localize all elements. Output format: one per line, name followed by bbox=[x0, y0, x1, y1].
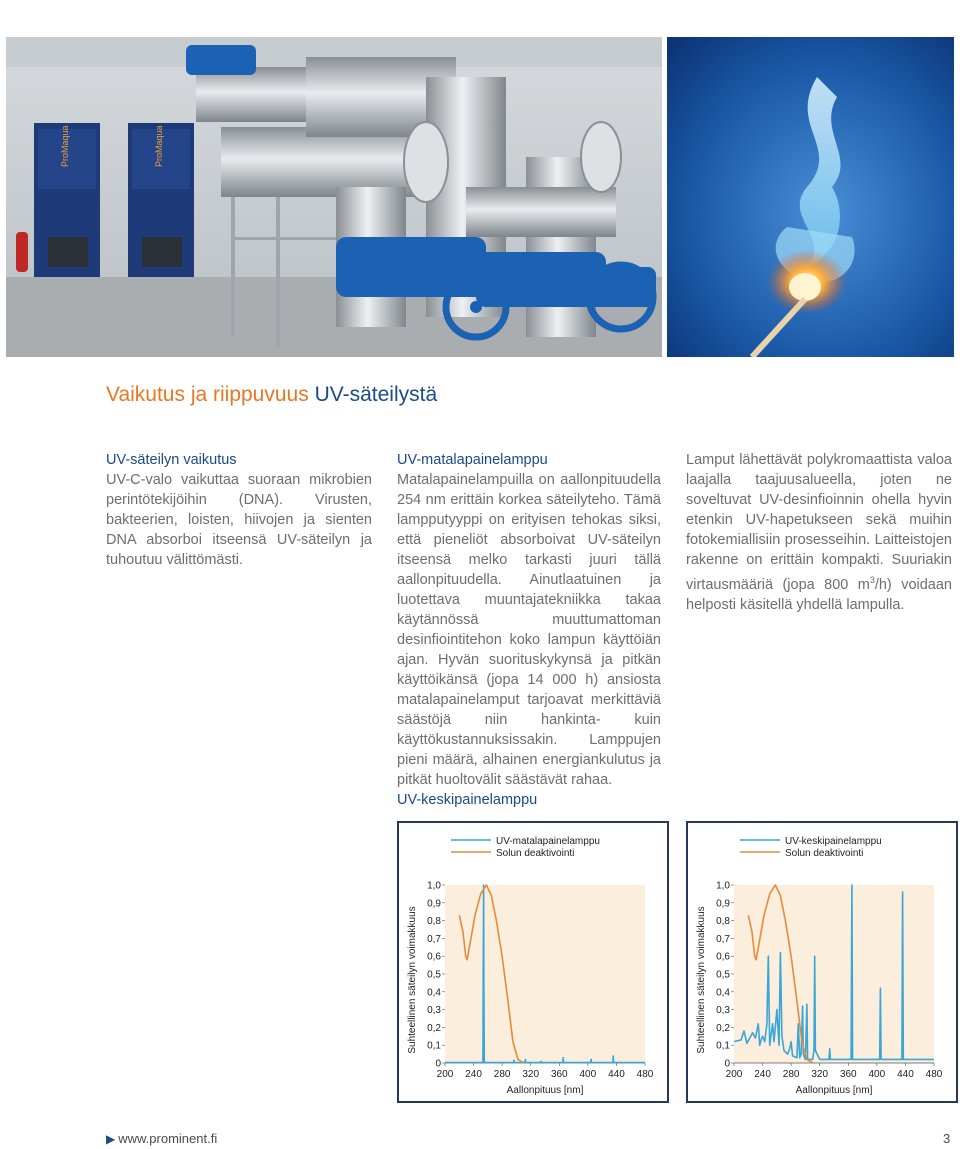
chart2-x-axis-label: Aallonpituus [nm] bbox=[795, 1085, 873, 1096]
chart2-x-tick-label: 200 bbox=[725, 1069, 743, 1080]
chart1-plot-area bbox=[445, 885, 645, 1063]
chart2-x-tick-label: 240 bbox=[754, 1069, 771, 1080]
arrow-right-icon: ▶ bbox=[106, 1132, 116, 1146]
column1-heading: UV-säteilyn vaikutus bbox=[106, 452, 237, 468]
section-title-part2: UV-säteilystä bbox=[314, 383, 438, 406]
chart2-x-tick-label: 440 bbox=[897, 1069, 914, 1080]
chart1-y-tick-label: 0,8 bbox=[427, 916, 441, 928]
chart-medium-pressure-lamp bbox=[686, 821, 958, 1103]
chart2-x-tick-label: 320 bbox=[811, 1069, 829, 1080]
chart2-y-tick-label: 0,6 bbox=[716, 951, 730, 963]
page-number: 3 bbox=[943, 1131, 951, 1146]
chart1-legend-label-1: UV-matalapainelamppu bbox=[496, 836, 600, 847]
chart2-y-tick-label: 0,1 bbox=[716, 1040, 730, 1052]
chart1-y-tick-label: 0,1 bbox=[427, 1040, 441, 1052]
chart1-y-tick-label: 0,6 bbox=[427, 951, 441, 963]
chart1-x-tick-label: 200 bbox=[436, 1069, 454, 1080]
svg-text:ProMaqua: ProMaqua bbox=[154, 125, 164, 167]
column3-text-part2: /h) voidaan helposti käsitellä yhdellä lampulla. bbox=[686, 576, 952, 613]
column1-body: UV-C-valo vaikuttaa suoraan mikrobien perintötekijöihin (DNA). Virusten, bakteerien, loisten, hiivojen ja sienten DNA absorboi itseensä UV-säteilyn ja tuhoutuu välittömästi. bbox=[106, 472, 372, 568]
chart-low-pressure-lamp bbox=[397, 821, 669, 1103]
chart1-y-tick-label: 0,5 bbox=[427, 969, 441, 981]
footer-url[interactable]: www.prominent.fi bbox=[118, 1131, 218, 1146]
chart1-y-tick-label: 0,2 bbox=[427, 1022, 441, 1034]
chart2-legend-label-1: UV-keskipainelamppu bbox=[785, 836, 882, 847]
chart2-y-tick-label: 1,0 bbox=[716, 880, 730, 892]
chart2-y-tick-label: 0,9 bbox=[716, 898, 730, 910]
chart1-x-tick-label: 360 bbox=[550, 1069, 568, 1080]
chart1-y-tick-label: 0,9 bbox=[427, 898, 441, 910]
chart-medium-pressure-svg bbox=[688, 823, 956, 1101]
chart2-x-tick-label: 360 bbox=[839, 1069, 857, 1080]
footer-website-link[interactable] bbox=[106, 1131, 217, 1146]
chart1-y-tick-label: 0 bbox=[435, 1058, 441, 1070]
chart2-legend-label-2: Solun deaktivointi bbox=[785, 848, 864, 859]
chart1-y-tick-label: 0,7 bbox=[427, 933, 441, 945]
section-title-part1: Vaikutus ja riippuvuus bbox=[106, 383, 309, 406]
chart1-x-tick-label: 400 bbox=[579, 1069, 597, 1080]
chart1-x-tick-label: 280 bbox=[493, 1069, 511, 1080]
column3-text-part1: Lamput lähettävät polykromaattista valoa laajalla taajuusalueella, joten ne soveltuvat UV-desinfioinnin ohella hyvin etenkin UV-hapetukseen sekä muihin fotokemiallisiin prosesseihin. Laitteistojen rakenne on erittäin kompakti. Suuriakin virtausmääriä (jopa 800 m bbox=[686, 452, 952, 593]
chart1-y-tick-label: 0,4 bbox=[427, 987, 441, 999]
chart2-y-tick-label: 0,7 bbox=[716, 933, 730, 945]
chart2-y-tick-label: 0,2 bbox=[716, 1022, 730, 1034]
chart-low-pressure-svg bbox=[399, 823, 667, 1101]
chart2-y-tick-label: 0,3 bbox=[716, 1005, 730, 1017]
chart2-y-tick-label: 0,4 bbox=[716, 987, 730, 999]
chart2-x-tick-label: 480 bbox=[925, 1069, 943, 1080]
text-column-1 bbox=[106, 450, 372, 570]
section-title bbox=[106, 383, 437, 407]
chart1-x-axis-label: Aallonpituus [nm] bbox=[506, 1085, 584, 1096]
chart1-y-tick-label: 1,0 bbox=[427, 880, 441, 892]
chart1-x-tick-label: 480 bbox=[636, 1069, 654, 1080]
column2-subheading: UV-keskipainelamppu bbox=[397, 792, 538, 808]
svg-text:ProMaqua: ProMaqua bbox=[60, 125, 70, 167]
chart1-legend-label-2: Solun deaktivointi bbox=[496, 848, 575, 859]
column3-body bbox=[686, 450, 952, 615]
chart1-x-tick-label: 320 bbox=[522, 1069, 540, 1080]
text-column-2 bbox=[397, 450, 661, 810]
uv-plant-photo bbox=[6, 37, 662, 357]
chart2-y-tick-label: 0,8 bbox=[716, 916, 730, 928]
chart1-x-tick-label: 240 bbox=[465, 1069, 482, 1080]
chart2-x-tick-label: 400 bbox=[868, 1069, 886, 1080]
chart2-y-tick-label: 0 bbox=[724, 1058, 730, 1070]
chart1-y-axis-label: Suhteellinen säteilyn voimakkuus bbox=[407, 906, 418, 1054]
column2-heading: UV-matalapainelamppu bbox=[397, 452, 548, 468]
chart1-y-tick-label: 0,3 bbox=[427, 1005, 441, 1017]
chart2-x-tick-label: 280 bbox=[782, 1069, 800, 1080]
chart2-y-tick-label: 0,5 bbox=[716, 969, 730, 981]
column2-body: Matalapainelampuilla on aallonpituudella 254 nm erittäin korkea säteilyteho. Tämä lampputyyppi on erityisen tehokas siksi, että pieneliöt absorboivat UV-säteilyn itseensä melko tarkasti juuri tällä aallonpituudella. Ainutlaatuinen ja luotettava muuntajatekniikka takaa käytännössä muuttumattoman desinfiointitehon koko lampun käyttöiän ajan. Hyvän suorituskykynsä ja pitkän käyttöikänsä (jopa 14 000 h) ansiosta matalapainelamput tarjoavat merkittäviä säästöjä niin hankinta- kuin käyttökustannuksissakin. Lamppujen pieni määrä, alhainen energiankulutus ja pitkät huoltovälit säästävät rahaa. bbox=[397, 472, 661, 788]
burning-match-photo bbox=[667, 37, 954, 357]
column3-superscript: 3 bbox=[869, 575, 875, 585]
chart2-y-axis-label: Suhteellinen säteilyn voimakkuus bbox=[696, 906, 707, 1054]
chart1-x-tick-label: 440 bbox=[608, 1069, 625, 1080]
text-column-3 bbox=[686, 450, 952, 615]
